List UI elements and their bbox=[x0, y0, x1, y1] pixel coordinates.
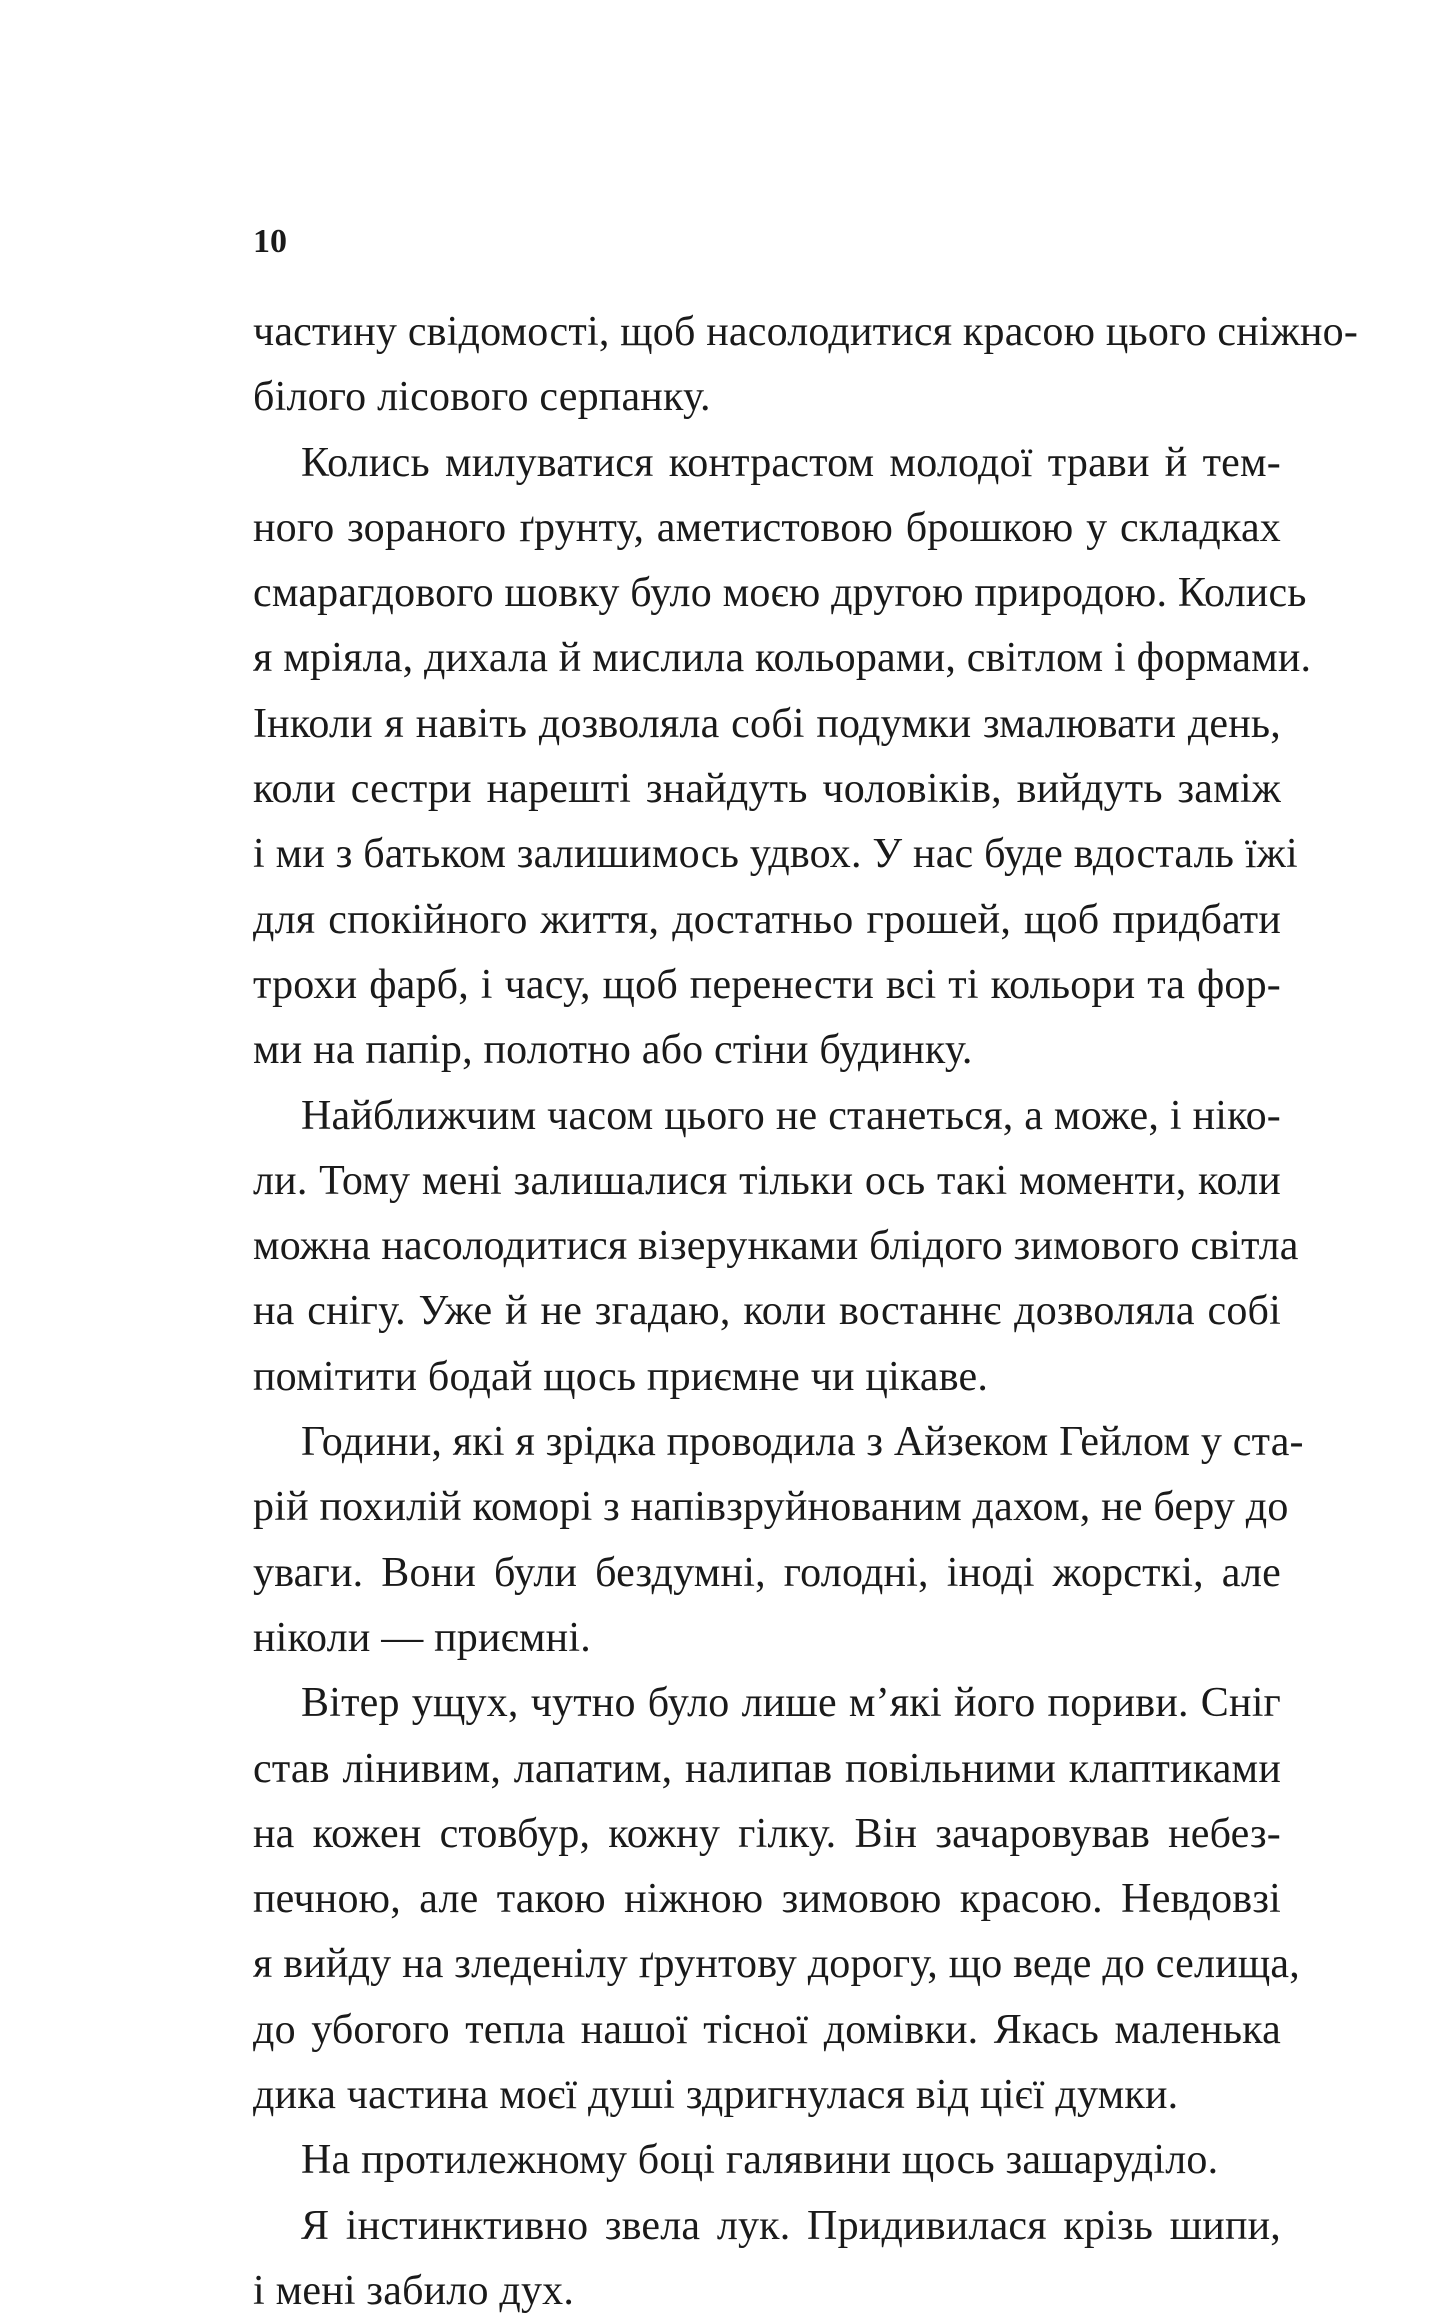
text-line: коли сестри нарешті знайдуть чоловіків, вийдуть заміж bbox=[253, 766, 1281, 813]
text-line: трохи фарб, і часу, щоб перенести всі ті кольори та фор- bbox=[253, 961, 1281, 1008]
text-line: на кожен стовбур, кожну гілку. Він зачаровував небез- bbox=[253, 1810, 1281, 1857]
text-line: дика частина моєї душі здригнулася від цієї думки. bbox=[253, 2072, 1179, 2119]
text-line: печною, але такою ніжною зимовою красою. Невдовзі bbox=[253, 1876, 1281, 1923]
text-line: до убогого тепла нашої тісної домівки. Якась маленька bbox=[253, 2006, 1281, 2053]
text-line: і мені забило дух. bbox=[253, 2267, 575, 2314]
text-line: Години, які я зрідка проводила з Айзеком Гейлом у ста- bbox=[301, 1419, 1304, 1466]
text-line: частину свідомості, щоб насолодитися красою цього сніжно- bbox=[253, 309, 1359, 355]
text-line: Найближчим часом цього не станеться, а може, і ніко- bbox=[301, 1092, 1281, 1139]
text-line: ли. Тому мені залишалися тільки ось такі моменти, коли bbox=[253, 1157, 1281, 1204]
text-line: Я інстинктивно звела лук. Придивилася крізь шипи, bbox=[301, 2202, 1281, 2249]
text-line: рій похилій коморі з напівзруйнованим дахом, не беру до bbox=[253, 1484, 1289, 1531]
page-number: 10 bbox=[253, 223, 287, 260]
text-line: Вітер ущух, чутно було лише м’які його пориви. Сніг bbox=[301, 1680, 1281, 1727]
text-line: я вийду на зледенілу ґрунтову дорогу, що веде до селища, bbox=[253, 1941, 1300, 1988]
text-line: уваги. Вони були бездумні, голодні, іноді жорсткі, але bbox=[253, 1549, 1281, 1596]
text-line: Колись милуватися контрастом молодої трави й тем- bbox=[301, 439, 1281, 486]
text-line: на снігу. Уже й не згадаю, коли востаннє дозволяла собі bbox=[253, 1288, 1281, 1335]
text-line: ного зораного ґрунту, аметистовою брошкою у складках bbox=[253, 504, 1281, 551]
text-line: для спокійного життя, достатньо грошей, щоб придбати bbox=[253, 896, 1281, 943]
text-line: можна насолодитися візерунками блідого зимового світла bbox=[253, 1223, 1299, 1270]
text-line: ніколи — приємні. bbox=[253, 1614, 591, 1661]
body-text bbox=[253, 300, 1359, 2324]
text-line: став лінивим, лапатим, налипав повільними клаптиками bbox=[253, 1745, 1281, 1792]
text-line: помітити бодай щось приємне чи цікаве. bbox=[253, 1353, 989, 1400]
text-line: і ми з батьком залишимось удвох. У нас буде вдосталь їжі bbox=[253, 831, 1298, 878]
text-line: білого лісового серпанку. bbox=[253, 374, 711, 421]
text-line: ми на папір, полотно або стіни будинку. bbox=[253, 1027, 973, 1074]
text-line: я мріяла, дихала й мислила кольорами, світлом і формами. bbox=[253, 635, 1312, 682]
text-line: Інколи я навіть дозволяла собі подумки змалювати день, bbox=[253, 700, 1281, 747]
text-line: На протилежному боці галявини щось зашаруділо. bbox=[301, 2137, 1219, 2184]
text-line: смарагдового шовку було моєю другою природою. Колись bbox=[253, 570, 1307, 617]
